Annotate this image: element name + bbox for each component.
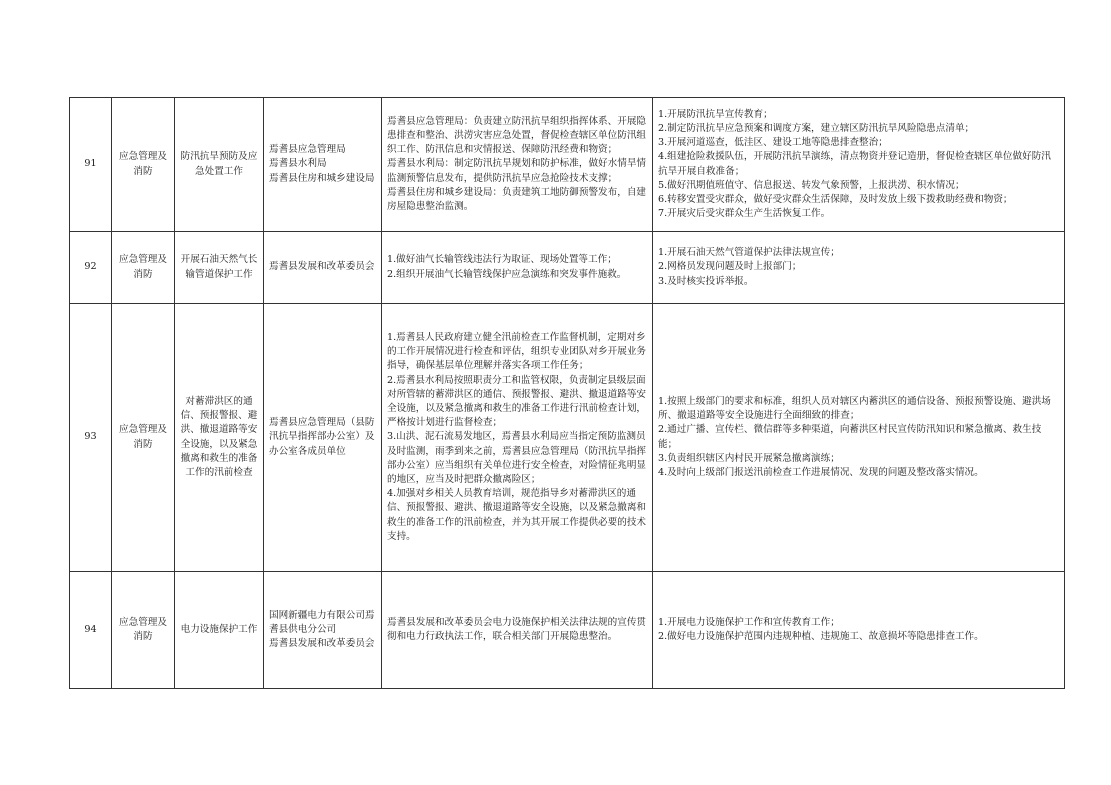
tasks-cell	[653, 232, 1065, 304]
item-cell: 防汛抗旱预防及应急处置工作	[175, 98, 264, 232]
duty-line: 4.加强对乡相关人员教育培训，规范指导乡对蓄滞洪区的通信、预报警报、避洪、撤退道路等安全设施，以及紧急撤离和救生的准备工作的汛前检查，并为其开展工作提供必要的技术支持。	[387, 488, 647, 542]
department-cell	[264, 572, 382, 689]
task-line: 4.组建抢险救援队伍，开展防汛抗旱演练，清点物资并登记造册，督促检查辖区单位做好防汛抗旱开展自救准备；	[658, 151, 1051, 177]
row-number: 94	[70, 572, 112, 689]
duties-cell	[382, 232, 653, 304]
task-line: 3.开展河道巡查，低洼区、建设工地等隐患排查整治；	[658, 137, 888, 149]
duties-cell	[382, 98, 653, 232]
duty-line: 1.做好油气长输管线违法行为取证、现场处置等工作；	[387, 254, 617, 266]
task-line: 2.通过广播、宣传栏、微信群等多种渠道，向蓄洪区村民宣传防汛知识和紧急撤离、救生技能；	[658, 424, 1042, 450]
department-text: 焉耆县应急管理局 焉耆县水利局 焉耆县住房和城乡建设局	[269, 144, 375, 184]
duty-line: 焉耆县应急管理局：负责建立防汛抗旱组织指挥体系、开展隐患排查和整治、洪涝灾害应急处置，督促检查辖区单位防汛组织工作、防汛信息和灾情报送、保障防汛经费和物资；	[387, 115, 647, 156]
task-line: 1.开展防汛抗旱宣传教育；	[658, 108, 773, 120]
task-line: 3.负责组织辖区内村民开展紧急撤离演练；	[658, 452, 840, 464]
row-number: 91	[70, 98, 112, 232]
duty-line: 3.山洪、泥石流易发地区，焉耆县水利局应当指定预防监测员及时监测，雨季到来之前，焉耆县应急管理局（防汛抗旱指挥部办公室）应当组织有关单位进行安全检查，对险情征兆明显的地区，应当及时把群众撤离险区；	[387, 431, 647, 485]
row-number: 92	[70, 232, 112, 304]
task-line: 7.开展灾后受灾群众生产生活恢复工作。	[658, 208, 831, 220]
task-line: 1.开展电力设施保护工作和宣传教育工作；	[658, 616, 840, 628]
task-line: 3.及时核实投诉举报。	[658, 275, 754, 287]
department-text: 焉耆县发展和改革委员会	[269, 261, 375, 273]
duty-line: 焉耆县水利局：制定防汛抗旱规划和防护标准，做好水情旱情监测预警信息发布，提供防汛抗旱应急抢险技术支撑；	[387, 158, 647, 184]
tasks-cell	[653, 572, 1065, 689]
department-cell	[264, 98, 382, 232]
task-line: 2.网格员发现问题及时上报部门；	[658, 261, 802, 273]
category-cell: 应急管理及消防	[112, 98, 175, 232]
task-line: 4.及时向上级部门报送汛前检查工作进展情况、发现的问题及整改落实情况。	[658, 466, 984, 478]
duty-line: 1.焉耆县人民政府建立健全汛前检查工作监督机制，定期对乡的工作开展情况进行检查和评估，组织专业团队对乡开展业务指导，确保基层单位理解并落实各项工作任务；	[387, 332, 647, 372]
table-row	[70, 304, 1065, 572]
item-cell: 电力设施保护工作	[175, 572, 264, 689]
category-cell: 应急管理及消防	[112, 572, 175, 689]
task-line: 2.制定防汛抗旱应急预案和调度方案，建立辖区防汛抗旱风险隐患点清单；	[658, 122, 975, 134]
task-line: 6.转移安置受灾群众，做好受灾群众生活保障，及时发放上级下拨救助经费和物资；	[658, 193, 1013, 205]
task-line: 1.按照上级部门的要求和标准，组织人员对辖区内蓄洪区的通信设备、预报预警设施、避洪场所、撤退道路等安全设施进行全面细致的排查；	[658, 395, 1051, 422]
category-cell: 应急管理及消防	[112, 232, 175, 304]
task-line: 5.做好汛期值班值守、信息报送、转发气象预警，上报洪涝、积水情况；	[658, 179, 965, 191]
item-cell: 开展石油天然气长输管道保护工作	[175, 232, 264, 304]
table-row	[70, 98, 1065, 232]
responsibility-table	[69, 97, 1065, 689]
department-text: 国网新疆电力有限公司焉耆县供电分公司 焉耆县发展和改革委员会	[269, 609, 375, 650]
duty-line: 焉耆县发展和改革委员会电力设施保护相关法律法规的宣传贯彻和电力行政执法工作，联合相关部门开展隐患整治。	[387, 616, 647, 642]
department-cell	[264, 304, 382, 572]
duties-cell	[382, 572, 653, 689]
duty-line: 2.组织开展油气长输管线保护应急演练和突发事件施救。	[387, 268, 627, 280]
duties-cell	[382, 304, 653, 572]
table-row	[70, 572, 1065, 689]
tasks-cell	[653, 304, 1065, 572]
item-cell: 对蓄滞洪区的通信、预报警报、避洪、撤退道路等安全设施，以及紧急撤离和救生的准备工作的汛前检查	[175, 304, 264, 572]
duty-line: 2.焉耆县水利局按照职责分工和监管权限，负责制定县级层面对所管辖的蓄滞洪区的通信、预报警报、避洪、撤退道路等安全设施，以及紧急撤离和救生的准备工作进行汛前检查计划，严格按计划进行监督检查；	[387, 374, 647, 429]
tasks-cell	[653, 98, 1065, 232]
duty-line: 焉耆县住房和城乡建设局：负责建筑工地防御预警发布，自建房屋隐患整治监测。	[387, 186, 647, 212]
department-text: 焉耆县应急管理局（县防汛抗旱指挥部办公室）及办公室各成员单位	[269, 417, 375, 457]
department-cell	[264, 232, 382, 304]
task-line: 2.做好电力设施保护范围内违规种植、违规施工、故意损坏等隐患排查工作。	[658, 631, 984, 642]
category-cell: 应急管理及消防	[112, 304, 175, 572]
table-row	[70, 232, 1065, 304]
task-line: 1.开展石油天然气管道保护法律法规宣传；	[658, 247, 840, 259]
row-number: 93	[70, 304, 112, 572]
